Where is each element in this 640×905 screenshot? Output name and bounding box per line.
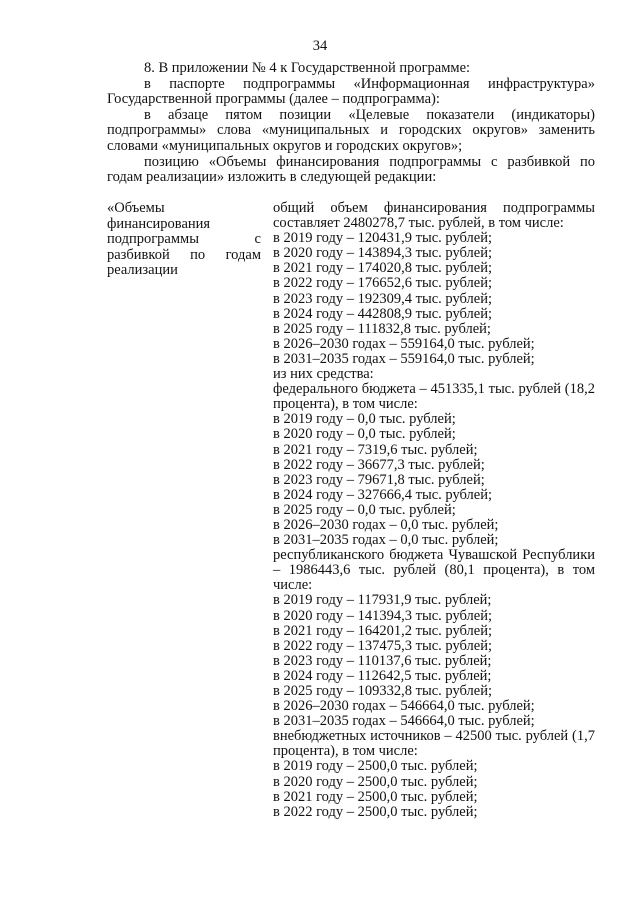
funding-year-line: в 2019 году – 2500,0 тыс. рублей;: [273, 758, 478, 775]
of-which-label: из них средства:: [273, 366, 374, 383]
intro-paragraph-passport: в паспорте подпрограммы «Информационная инфраструктура» Государственной программы (далее – подпрограмма):: [107, 75, 595, 108]
extrabudget-funding-intro: внебюджетных источников – 42500 тыс. рублей (1,7 процента), в том числе:: [273, 728, 595, 760]
intro-paragraph-indicators: в абзаце пятом позиции «Целевые показатели (индикаторы) подпрограммы» слова «муниципальных и городских округов» заменить словами «муниципальных округов и городских округов»;: [107, 106, 595, 154]
funding-year-line: в 2020 году – 143894,3 тыс. рублей;: [273, 245, 493, 262]
funding-year-line: в 2020 году – 2500,0 тыс. рублей;: [273, 773, 478, 790]
funding-year-line: в 2024 году – 112642,5 тыс. рублей;: [273, 667, 492, 684]
funding-year-line: в 2031–2035 годах – 0,0 тыс. рублей;: [273, 532, 499, 549]
intro-paragraph-item: 8. В приложении № 4 к Государственной программе:: [144, 60, 471, 76]
funding-year-line: в 2019 году – 117931,9 тыс. рублей;: [273, 592, 492, 609]
funding-year-line: в 2021 году – 174020,8 тыс. рублей;: [273, 260, 493, 277]
funding-year-line: в 2021 году – 2500,0 тыс. рублей;: [273, 788, 478, 805]
funding-year-line: в 2021 году – 164201,2 тыс. рублей;: [273, 622, 493, 639]
funding-year-line: в 2022 году – 137475,3 тыс. рублей;: [273, 637, 493, 654]
total-years-list: [273, 231, 595, 367]
funding-year-line: в 2020 году – 0,0 тыс. рублей;: [273, 426, 456, 443]
funding-year-line: в 2025 году – 111832,8 тыс. рублей;: [273, 320, 491, 337]
page-number: 34: [312, 38, 328, 54]
federal-funding-intro: федерального бюджета – 451335,1 тыс. рублей (18,2 процента), в том числе:: [273, 381, 595, 413]
funding-year-line: в 2026–2030 годах – 546664,0 тыс. рублей;: [273, 698, 535, 715]
funding-year-line: в 2022 году – 176652,6 тыс. рублей;: [273, 275, 493, 292]
position-label: «Объемы финансирования подпрограммы с разбивкой по годам реализации: [107, 200, 261, 279]
funding-year-line: в 2023 году – 110137,6 тыс. рублей;: [273, 652, 492, 669]
funding-year-line: в 2024 году – 442808,9 тыс. рублей;: [273, 305, 493, 322]
funding-column: [273, 201, 595, 820]
funding-year-line: в 2026–2030 годах – 559164,0 тыс. рублей;: [273, 335, 535, 352]
funding-year-line: в 2025 году – 0,0 тыс. рублей;: [273, 501, 456, 518]
funding-year-line: в 2022 году – 36677,3 тыс. рублей;: [273, 456, 485, 473]
intro-paragraph-position: позицию «Объемы финансирования подпрограммы с разбивкой по годам реализации» изложить в следующей редакции:: [107, 153, 595, 186]
total-funding-intro: общий объем финансирования подпрограммы составляет 2480278,7 тыс. рублей, в том числе:: [273, 200, 595, 232]
funding-year-line: в 2026–2030 годах – 0,0 тыс. рублей;: [273, 516, 499, 533]
funding-year-line: в 2019 году – 120431,9 тыс. рублей;: [273, 230, 493, 247]
funding-year-line: в 2020 году – 141394,3 тыс. рублей;: [273, 607, 493, 624]
republic-years-list: [273, 593, 595, 729]
funding-year-line: в 2023 году – 79671,8 тыс. рублей;: [273, 471, 485, 488]
funding-year-line: в 2031–2035 годах – 546664,0 тыс. рублей;: [273, 713, 535, 730]
funding-year-line: в 2025 году – 109332,8 тыс. рублей;: [273, 683, 493, 699]
funding-year-line: в 2023 году – 192309,4 тыс. рублей;: [273, 290, 493, 307]
federal-years-list: [273, 412, 595, 548]
funding-year-line: в 2031–2035 годах – 559164,0 тыс. рублей;: [273, 350, 535, 367]
funding-year-line: в 2019 году – 0,0 тыс. рублей;: [273, 411, 456, 428]
funding-year-line: в 2021 году – 7319,6 тыс. рублей;: [273, 441, 478, 458]
position-label-column: [107, 201, 261, 279]
funding-year-line: в 2022 году – 2500,0 тыс. рублей;: [273, 803, 478, 820]
amendment-intro: [107, 61, 595, 186]
extrabudget-years-list: [273, 759, 595, 819]
republic-funding-intro: республиканского бюджета Чувашской Республики – 1986443,6 тыс. рублей (80,1 процента), в том числе:: [273, 547, 595, 594]
funding-year-line: в 2024 году – 327666,4 тыс. рублей;: [273, 486, 493, 503]
